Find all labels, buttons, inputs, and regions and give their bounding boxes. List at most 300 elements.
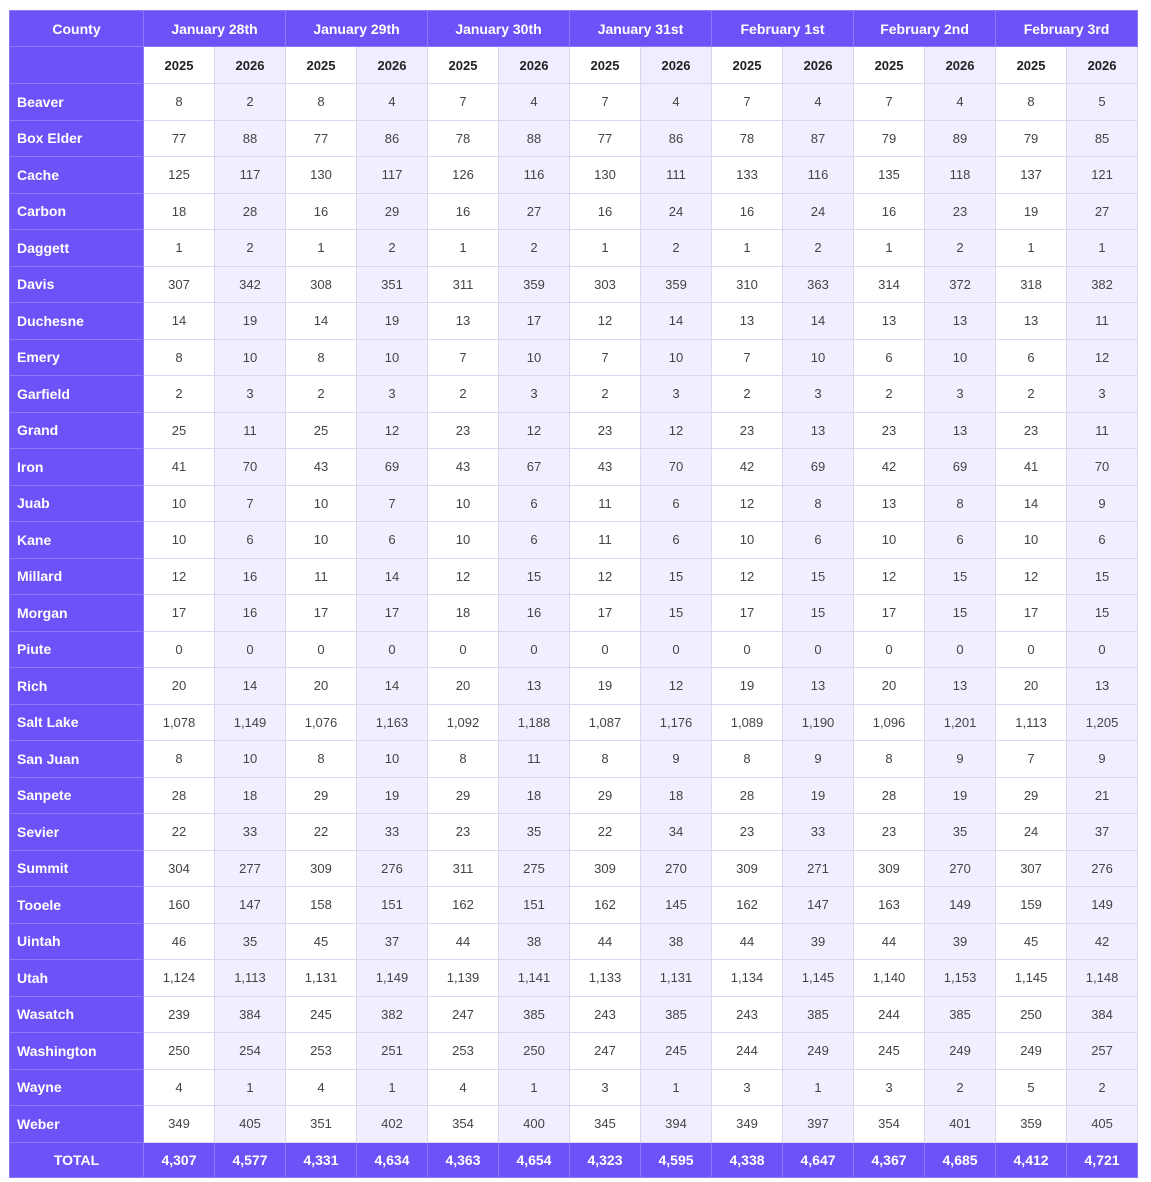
value-cell: 117 (357, 157, 428, 194)
value-cell: 8 (144, 339, 215, 376)
year-header: 2025 (286, 47, 357, 84)
value-cell: 6 (215, 522, 286, 559)
value-cell: 160 (144, 887, 215, 924)
value-cell: 10 (215, 339, 286, 376)
value-cell: 1,096 (854, 704, 925, 741)
value-cell: 15 (783, 595, 854, 632)
value-cell: 1,092 (428, 704, 499, 741)
value-cell: 126 (428, 157, 499, 194)
value-cell: 7 (428, 84, 499, 121)
value-cell: 7 (570, 84, 641, 121)
date-header: January 29th (286, 11, 428, 47)
table-row (10, 193, 1138, 230)
value-cell: 1,145 (996, 960, 1067, 997)
value-cell: 8 (286, 741, 357, 778)
value-cell: 159 (996, 887, 1067, 924)
value-cell: 2 (712, 376, 783, 413)
value-cell: 309 (854, 850, 925, 887)
value-cell: 308 (286, 266, 357, 303)
table-row (10, 558, 1138, 595)
table-row (10, 887, 1138, 924)
value-cell: 10 (996, 522, 1067, 559)
table-row (10, 1106, 1138, 1143)
value-cell: 2 (286, 376, 357, 413)
county-name-cell: Beaver (10, 84, 144, 121)
date-header: February 2nd (854, 11, 996, 47)
value-cell: 13 (854, 485, 925, 522)
value-cell: 1,113 (996, 704, 1067, 741)
year-header: 2026 (1067, 47, 1138, 84)
value-cell: 1 (1067, 230, 1138, 267)
value-cell: 402 (357, 1106, 428, 1143)
value-cell: 42 (854, 449, 925, 486)
table-row (10, 303, 1138, 340)
value-cell: 125 (144, 157, 215, 194)
value-cell: 10 (286, 522, 357, 559)
date-header: February 3rd (996, 11, 1138, 47)
value-cell: 2 (925, 230, 996, 267)
value-cell: 4 (783, 84, 854, 121)
value-cell: 2 (570, 376, 641, 413)
value-cell: 17 (286, 595, 357, 632)
value-cell: 250 (144, 1033, 215, 1070)
county-name-cell: Sevier (10, 814, 144, 851)
value-cell: 8 (996, 84, 1067, 121)
value-cell: 3 (357, 376, 428, 413)
value-cell: 2 (215, 230, 286, 267)
year-header: 2026 (783, 47, 854, 84)
value-cell: 33 (215, 814, 286, 851)
value-cell: 405 (215, 1106, 286, 1143)
value-cell: 87 (783, 120, 854, 157)
value-cell: 253 (286, 1033, 357, 1070)
value-cell: 18 (144, 193, 215, 230)
value-cell: 17 (357, 595, 428, 632)
value-cell: 42 (1067, 923, 1138, 960)
value-cell: 6 (641, 522, 712, 559)
value-cell: 149 (925, 887, 996, 924)
table-row (10, 960, 1138, 997)
value-cell: 12 (1067, 339, 1138, 376)
value-cell: 4 (286, 1069, 357, 1106)
value-cell: 3 (1067, 376, 1138, 413)
year-header: 2026 (641, 47, 712, 84)
value-cell: 12 (570, 558, 641, 595)
value-cell: 14 (144, 303, 215, 340)
value-cell: 135 (854, 157, 925, 194)
year-header: 2025 (996, 47, 1067, 84)
value-cell: 77 (570, 120, 641, 157)
total-row (10, 1142, 1138, 1177)
value-cell: 7 (570, 339, 641, 376)
value-cell: 13 (712, 303, 783, 340)
value-cell: 1 (286, 230, 357, 267)
value-cell: 7 (712, 84, 783, 121)
value-cell: 13 (996, 303, 1067, 340)
value-cell: 8 (712, 741, 783, 778)
value-cell: 0 (570, 631, 641, 668)
value-cell: 10 (144, 522, 215, 559)
value-cell: 86 (357, 120, 428, 157)
value-cell: 11 (286, 558, 357, 595)
date-header: January 30th (428, 11, 570, 47)
value-cell: 151 (499, 887, 570, 924)
value-cell: 0 (925, 631, 996, 668)
value-cell: 303 (570, 266, 641, 303)
value-cell: 1,176 (641, 704, 712, 741)
value-cell: 2 (144, 376, 215, 413)
value-cell: 39 (783, 923, 854, 960)
value-cell: 1,145 (783, 960, 854, 997)
year-header: 2025 (144, 47, 215, 84)
value-cell: 9 (783, 741, 854, 778)
value-cell: 1 (783, 1069, 854, 1106)
county-column-header: County (10, 11, 144, 47)
table-body (10, 84, 1138, 1143)
value-cell: 1,140 (854, 960, 925, 997)
table-row (10, 376, 1138, 413)
value-cell: 12 (854, 558, 925, 595)
value-cell: 20 (428, 668, 499, 705)
value-cell: 27 (1067, 193, 1138, 230)
value-cell: 137 (996, 157, 1067, 194)
value-cell: 250 (499, 1033, 570, 1070)
value-cell: 147 (783, 887, 854, 924)
value-cell: 384 (1067, 996, 1138, 1033)
value-cell: 29 (357, 193, 428, 230)
value-cell: 394 (641, 1106, 712, 1143)
value-cell: 349 (712, 1106, 783, 1143)
table-row (10, 1033, 1138, 1070)
value-cell: 24 (996, 814, 1067, 851)
value-cell: 10 (286, 485, 357, 522)
value-cell: 3 (570, 1069, 641, 1106)
value-cell: 17 (854, 595, 925, 632)
value-cell: 309 (712, 850, 783, 887)
value-cell: 1,131 (641, 960, 712, 997)
value-cell: 28 (215, 193, 286, 230)
value-cell: 7 (996, 741, 1067, 778)
value-cell: 38 (641, 923, 712, 960)
value-cell: 7 (712, 339, 783, 376)
county-name-cell: Rich (10, 668, 144, 705)
county-name-cell: Emery (10, 339, 144, 376)
value-cell: 6 (499, 522, 570, 559)
value-cell: 1,205 (1067, 704, 1138, 741)
value-cell: 8 (854, 741, 925, 778)
table-row (10, 814, 1138, 851)
county-name-cell: Iron (10, 449, 144, 486)
value-cell: 70 (215, 449, 286, 486)
blank-header-cell (10, 47, 144, 84)
value-cell: 41 (144, 449, 215, 486)
value-cell: 1,134 (712, 960, 783, 997)
value-cell: 6 (499, 485, 570, 522)
value-cell: 1 (499, 1069, 570, 1106)
value-cell: 2 (925, 1069, 996, 1106)
value-cell: 14 (783, 303, 854, 340)
value-cell: 349 (144, 1106, 215, 1143)
value-cell: 43 (286, 449, 357, 486)
total-value-cell: 4,367 (854, 1142, 925, 1177)
total-value-cell: 4,721 (1067, 1142, 1138, 1177)
value-cell: 7 (854, 84, 925, 121)
value-cell: 10 (854, 522, 925, 559)
value-cell: 10 (357, 339, 428, 376)
table-row (10, 485, 1138, 522)
value-cell: 1 (428, 230, 499, 267)
table-row (10, 120, 1138, 157)
county-name-cell: Grand (10, 412, 144, 449)
value-cell: 70 (1067, 449, 1138, 486)
value-cell: 43 (428, 449, 499, 486)
table-row (10, 996, 1138, 1033)
year-header-row (10, 47, 1138, 84)
value-cell: 0 (286, 631, 357, 668)
value-cell: 12 (712, 558, 783, 595)
value-cell: 8 (286, 84, 357, 121)
value-cell: 45 (286, 923, 357, 960)
value-cell: 8 (428, 741, 499, 778)
value-cell: 1 (144, 230, 215, 267)
value-cell: 27 (499, 193, 570, 230)
value-cell: 311 (428, 266, 499, 303)
county-name-cell: Box Elder (10, 120, 144, 157)
value-cell: 4 (357, 84, 428, 121)
value-cell: 0 (783, 631, 854, 668)
value-cell: 254 (215, 1033, 286, 1070)
value-cell: 345 (570, 1106, 641, 1143)
table-row (10, 668, 1138, 705)
value-cell: 15 (499, 558, 570, 595)
value-cell: 8 (570, 741, 641, 778)
value-cell: 15 (783, 558, 854, 595)
county-name-cell: Daggett (10, 230, 144, 267)
value-cell: 1,149 (215, 704, 286, 741)
value-cell: 14 (215, 668, 286, 705)
value-cell: 7 (215, 485, 286, 522)
value-cell: 44 (570, 923, 641, 960)
year-header: 2025 (570, 47, 641, 84)
total-value-cell: 4,634 (357, 1142, 428, 1177)
value-cell: 270 (641, 850, 712, 887)
value-cell: 44 (712, 923, 783, 960)
value-cell: 17 (996, 595, 1067, 632)
county-name-cell: Wasatch (10, 996, 144, 1033)
county-name-cell: San Juan (10, 741, 144, 778)
value-cell: 16 (854, 193, 925, 230)
value-cell: 6 (996, 339, 1067, 376)
value-cell: 401 (925, 1106, 996, 1143)
value-cell: 8 (783, 485, 854, 522)
value-cell: 1,113 (215, 960, 286, 997)
value-cell: 275 (499, 850, 570, 887)
value-cell: 385 (925, 996, 996, 1033)
value-cell: 163 (854, 887, 925, 924)
county-name-cell: Kane (10, 522, 144, 559)
value-cell: 15 (925, 595, 996, 632)
value-cell: 23 (925, 193, 996, 230)
value-cell: 245 (854, 1033, 925, 1070)
county-name-cell: Salt Lake (10, 704, 144, 741)
value-cell: 1,153 (925, 960, 996, 997)
value-cell: 310 (712, 266, 783, 303)
year-header: 2025 (854, 47, 925, 84)
value-cell: 4 (641, 84, 712, 121)
value-cell: 121 (1067, 157, 1138, 194)
value-cell: 23 (428, 814, 499, 851)
value-cell: 38 (499, 923, 570, 960)
total-value-cell: 4,595 (641, 1142, 712, 1177)
value-cell: 79 (996, 120, 1067, 157)
total-value-cell: 4,647 (783, 1142, 854, 1177)
value-cell: 88 (499, 120, 570, 157)
value-cell: 23 (854, 412, 925, 449)
value-cell: 19 (570, 668, 641, 705)
value-cell: 42 (712, 449, 783, 486)
value-cell: 3 (712, 1069, 783, 1106)
county-name-cell: Millard (10, 558, 144, 595)
value-cell: 22 (286, 814, 357, 851)
value-cell: 22 (144, 814, 215, 851)
value-cell: 243 (570, 996, 641, 1033)
value-cell: 130 (286, 157, 357, 194)
value-cell: 79 (854, 120, 925, 157)
value-cell: 382 (357, 996, 428, 1033)
value-cell: 43 (570, 449, 641, 486)
county-name-cell: Juab (10, 485, 144, 522)
value-cell: 2 (854, 376, 925, 413)
value-cell: 1 (641, 1069, 712, 1106)
value-cell: 2 (428, 376, 499, 413)
county-data-table (9, 10, 1138, 1178)
value-cell: 85 (1067, 120, 1138, 157)
table-row (10, 595, 1138, 632)
date-header-row (10, 11, 1138, 47)
value-cell: 162 (712, 887, 783, 924)
value-cell: 8 (925, 485, 996, 522)
value-cell: 311 (428, 850, 499, 887)
value-cell: 14 (357, 668, 428, 705)
value-cell: 15 (641, 558, 712, 595)
value-cell: 13 (925, 412, 996, 449)
total-value-cell: 4,338 (712, 1142, 783, 1177)
value-cell: 247 (570, 1033, 641, 1070)
value-cell: 25 (286, 412, 357, 449)
value-cell: 111 (641, 157, 712, 194)
value-cell: 17 (499, 303, 570, 340)
value-cell: 1,124 (144, 960, 215, 997)
value-cell: 6 (641, 485, 712, 522)
value-cell: 117 (215, 157, 286, 194)
value-cell: 35 (925, 814, 996, 851)
value-cell: 3 (215, 376, 286, 413)
total-value-cell: 4,307 (144, 1142, 215, 1177)
value-cell: 363 (783, 266, 854, 303)
value-cell: 37 (357, 923, 428, 960)
value-cell: 1,087 (570, 704, 641, 741)
value-cell: 16 (215, 558, 286, 595)
value-cell: 13 (499, 668, 570, 705)
value-cell: 18 (428, 595, 499, 632)
value-cell: 2 (215, 84, 286, 121)
value-cell: 253 (428, 1033, 499, 1070)
value-cell: 249 (783, 1033, 854, 1070)
value-cell: 354 (854, 1106, 925, 1143)
value-cell: 23 (996, 412, 1067, 449)
value-cell: 12 (641, 668, 712, 705)
county-name-cell: Sanpete (10, 777, 144, 814)
value-cell: 18 (499, 777, 570, 814)
table-row (10, 230, 1138, 267)
value-cell: 89 (925, 120, 996, 157)
value-cell: 249 (996, 1033, 1067, 1070)
table-row (10, 923, 1138, 960)
total-value-cell: 4,331 (286, 1142, 357, 1177)
value-cell: 0 (1067, 631, 1138, 668)
value-cell: 23 (854, 814, 925, 851)
value-cell: 9 (1067, 741, 1138, 778)
value-cell: 276 (357, 850, 428, 887)
value-cell: 9 (641, 741, 712, 778)
value-cell: 19 (996, 193, 1067, 230)
value-cell: 1 (854, 230, 925, 267)
value-cell: 21 (1067, 777, 1138, 814)
value-cell: 41 (996, 449, 1067, 486)
value-cell: 78 (428, 120, 499, 157)
value-cell: 2 (783, 230, 854, 267)
value-cell: 12 (357, 412, 428, 449)
value-cell: 116 (783, 157, 854, 194)
value-cell: 12 (570, 303, 641, 340)
value-cell: 2 (357, 230, 428, 267)
table-row (10, 850, 1138, 887)
value-cell: 8 (144, 84, 215, 121)
value-cell: 28 (144, 777, 215, 814)
total-value-cell: 4,323 (570, 1142, 641, 1177)
value-cell: 69 (925, 449, 996, 486)
year-header: 2026 (357, 47, 428, 84)
value-cell: 13 (783, 412, 854, 449)
value-cell: 8 (144, 741, 215, 778)
total-value-cell: 4,577 (215, 1142, 286, 1177)
value-cell: 400 (499, 1106, 570, 1143)
value-cell: 16 (570, 193, 641, 230)
value-cell: 29 (570, 777, 641, 814)
total-label: TOTAL (10, 1142, 144, 1177)
year-header: 2026 (499, 47, 570, 84)
table-row (10, 157, 1138, 194)
value-cell: 69 (783, 449, 854, 486)
total-value-cell: 4,363 (428, 1142, 499, 1177)
value-cell: 11 (1067, 412, 1138, 449)
value-cell: 384 (215, 996, 286, 1033)
value-cell: 405 (1067, 1106, 1138, 1143)
county-name-cell: Cache (10, 157, 144, 194)
value-cell: 7 (357, 485, 428, 522)
value-cell: 19 (712, 668, 783, 705)
value-cell: 0 (996, 631, 1067, 668)
total-value-cell: 4,685 (925, 1142, 996, 1177)
table-row (10, 449, 1138, 486)
county-name-cell: Carbon (10, 193, 144, 230)
value-cell: 1 (712, 230, 783, 267)
value-cell: 1,078 (144, 704, 215, 741)
value-cell: 35 (499, 814, 570, 851)
value-cell: 11 (215, 412, 286, 449)
value-cell: 257 (1067, 1033, 1138, 1070)
value-cell: 0 (712, 631, 783, 668)
